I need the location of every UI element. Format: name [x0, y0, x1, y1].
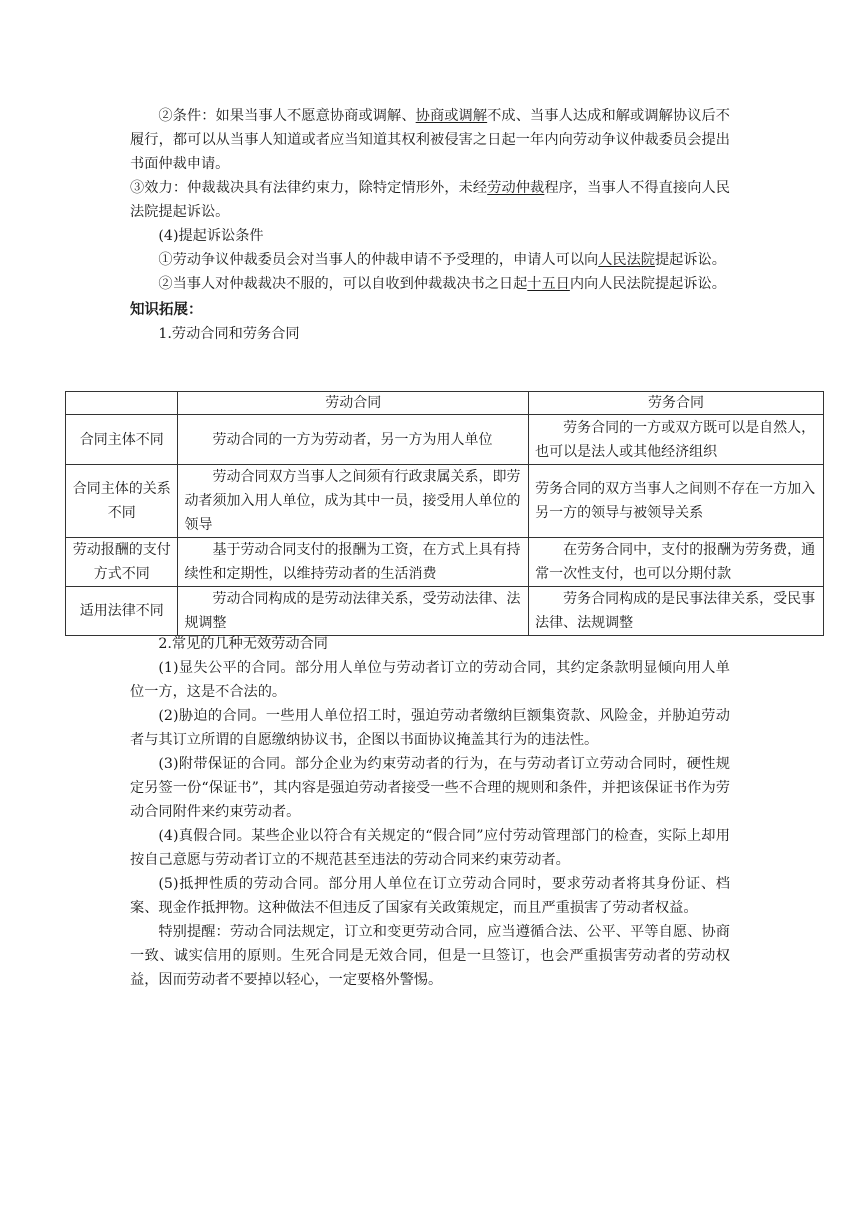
top-section	[130, 104, 730, 346]
row-label: 劳动报酬的支付方式不同	[66, 538, 178, 587]
cell-text: 劳务合同的双方当事人之间则不存在一方加入另一方的领导与被领导关系	[535, 481, 816, 521]
text-run: ②当事人对仲裁裁决不服的，可以自收到仲裁裁决书之日起	[158, 276, 528, 292]
invalid-item: (5)抵押性质的劳动合同。部分用人单位在订立劳动合同时，要求劳动者将其身份证、档案、现金作抵押物。这种做法不但违反了国家有关政策规定，而且严重损害了劳动者权益。	[130, 876, 730, 916]
cell-text: 劳务合同构成的是民事法律关系，受民事法律、法规调整	[535, 591, 816, 631]
cell-text: 在劳务合同中，支付的报酬为劳务费，通常一次性支付，也可以分期付款	[535, 542, 816, 582]
cell-text: 劳动合同双方当事人之间须有行政隶属关系，即劳动者须加入用人单位，成为其中一员，接受用人单位的领导	[184, 469, 521, 533]
table-row	[66, 415, 824, 465]
table-title: 1.劳动合同和劳务合同	[158, 326, 300, 342]
suit-item-2	[130, 272, 730, 296]
cell-text: 劳务合同的一方或双方既可以是自然人，也可以是法人或其他经济组织	[535, 419, 816, 460]
extension-heading: 知识拓展：	[130, 302, 203, 318]
table-row	[66, 465, 824, 538]
service-cell	[529, 415, 824, 465]
table-row	[66, 538, 824, 587]
text-run: ①劳动争议仲裁委员会对当事人的仲裁申请不予受理的，申请人可以向	[158, 252, 599, 268]
text-run: ②条件：如果当事人不愿意协商或调解、	[158, 108, 416, 124]
table-header-row	[66, 392, 824, 415]
invalid-item: (2)胁迫的合同。一些用人单位招工时，强迫劳动者缴纳巨额集资款、风险金，并胁迫劳动者与其订立所谓的自愿缴纳协议书，企图以书面协议掩盖其行为的违法性。	[130, 708, 730, 748]
text-run: ③效力：仲裁裁决具有法律约束力，除特定情形外，未经	[130, 180, 488, 196]
underlined-term: 人民法院	[598, 252, 655, 268]
cell-text: 劳动合同的一方为劳动者，另一方为用人单位	[212, 431, 493, 448]
table-header-cell: 劳务合同	[529, 392, 824, 415]
text-run: 不成、当事人达成和解或调解协议后不履行，都可以从当事人知道或者应当知道其权利被侵害之日起一年内向劳动争议仲裁委员会提出书面仲裁申请。	[130, 108, 730, 172]
row-label: 适用法律不同	[66, 587, 178, 636]
cell-text: 劳动合同构成的是劳动法律关系，受劳动法律、法规调整	[184, 591, 521, 631]
suit-heading: (4)提起诉讼条件	[158, 228, 264, 244]
row-label: 合同主体不同	[66, 415, 178, 465]
text-run: 内向人民法院提起诉讼。	[569, 276, 726, 292]
text-run: 程序，当事人不得直接向人民法院提起诉讼。	[130, 180, 730, 220]
labor-cell	[178, 538, 529, 587]
service-cell	[529, 587, 824, 636]
table-header-cell: 劳动合同	[178, 392, 529, 415]
text-run: 提起诉讼。	[654, 252, 726, 268]
invalid-title: 2.常见的几种无效劳动合同	[158, 636, 328, 652]
suit-item-1	[130, 248, 730, 272]
service-cell	[529, 538, 824, 587]
underlined-term: 协商或调解	[415, 108, 488, 124]
condition-paragraph	[130, 104, 730, 176]
table-row	[66, 587, 824, 636]
cell-text: 基于劳动合同支付的报酬为工资，在方式上具有持续性和定期性，以维持劳动者的生活消费	[184, 542, 521, 582]
invalid-item: (4)真假合同。某些企业以符合有关规定的“假合同”应付劳动管理部门的检查，实际上却用按自己意愿与劳动者订立的不规范甚至违法的劳动合同来约束劳动者。	[130, 828, 730, 868]
comparison-table	[65, 391, 824, 636]
underlined-term: 劳动仲裁	[487, 180, 545, 196]
invalid-contracts-section	[130, 632, 730, 992]
labor-cell	[178, 415, 529, 465]
table-header-cell	[66, 392, 178, 415]
special-reminder: 特别提醒：劳动合同法规定，订立和变更劳动合同，应当遵循合法、公平、平等自愿、协商一致、诚实信用的原则。生死合同是无效合同，但是一旦签订，也会严重损害劳动者的劳动权益，因而劳动者不要掉以轻心，一定要格外警惕。	[130, 924, 730, 988]
invalid-item: (3)附带保证的合同。部分企业为约束劳动者的行为，在与劳动者订立劳动合同时，硬性规定另签一份“保证书”，其内容是强迫劳动者接受一些不合理的规则和条件，并把该保证书作为劳动合同附件来约束劳动者。	[130, 756, 730, 820]
row-label: 合同主体的关系不同	[66, 465, 178, 538]
underlined-term: 十五日	[527, 276, 570, 292]
service-cell	[529, 465, 824, 538]
effect-paragraph	[130, 176, 730, 224]
invalid-item: (1)显失公平的合同。部分用人单位与劳动者订立的劳动合同，其约定条款明显倾向用人单位一方，这是不合法的。	[130, 660, 730, 700]
labor-cell	[178, 465, 529, 538]
labor-cell	[178, 587, 529, 636]
